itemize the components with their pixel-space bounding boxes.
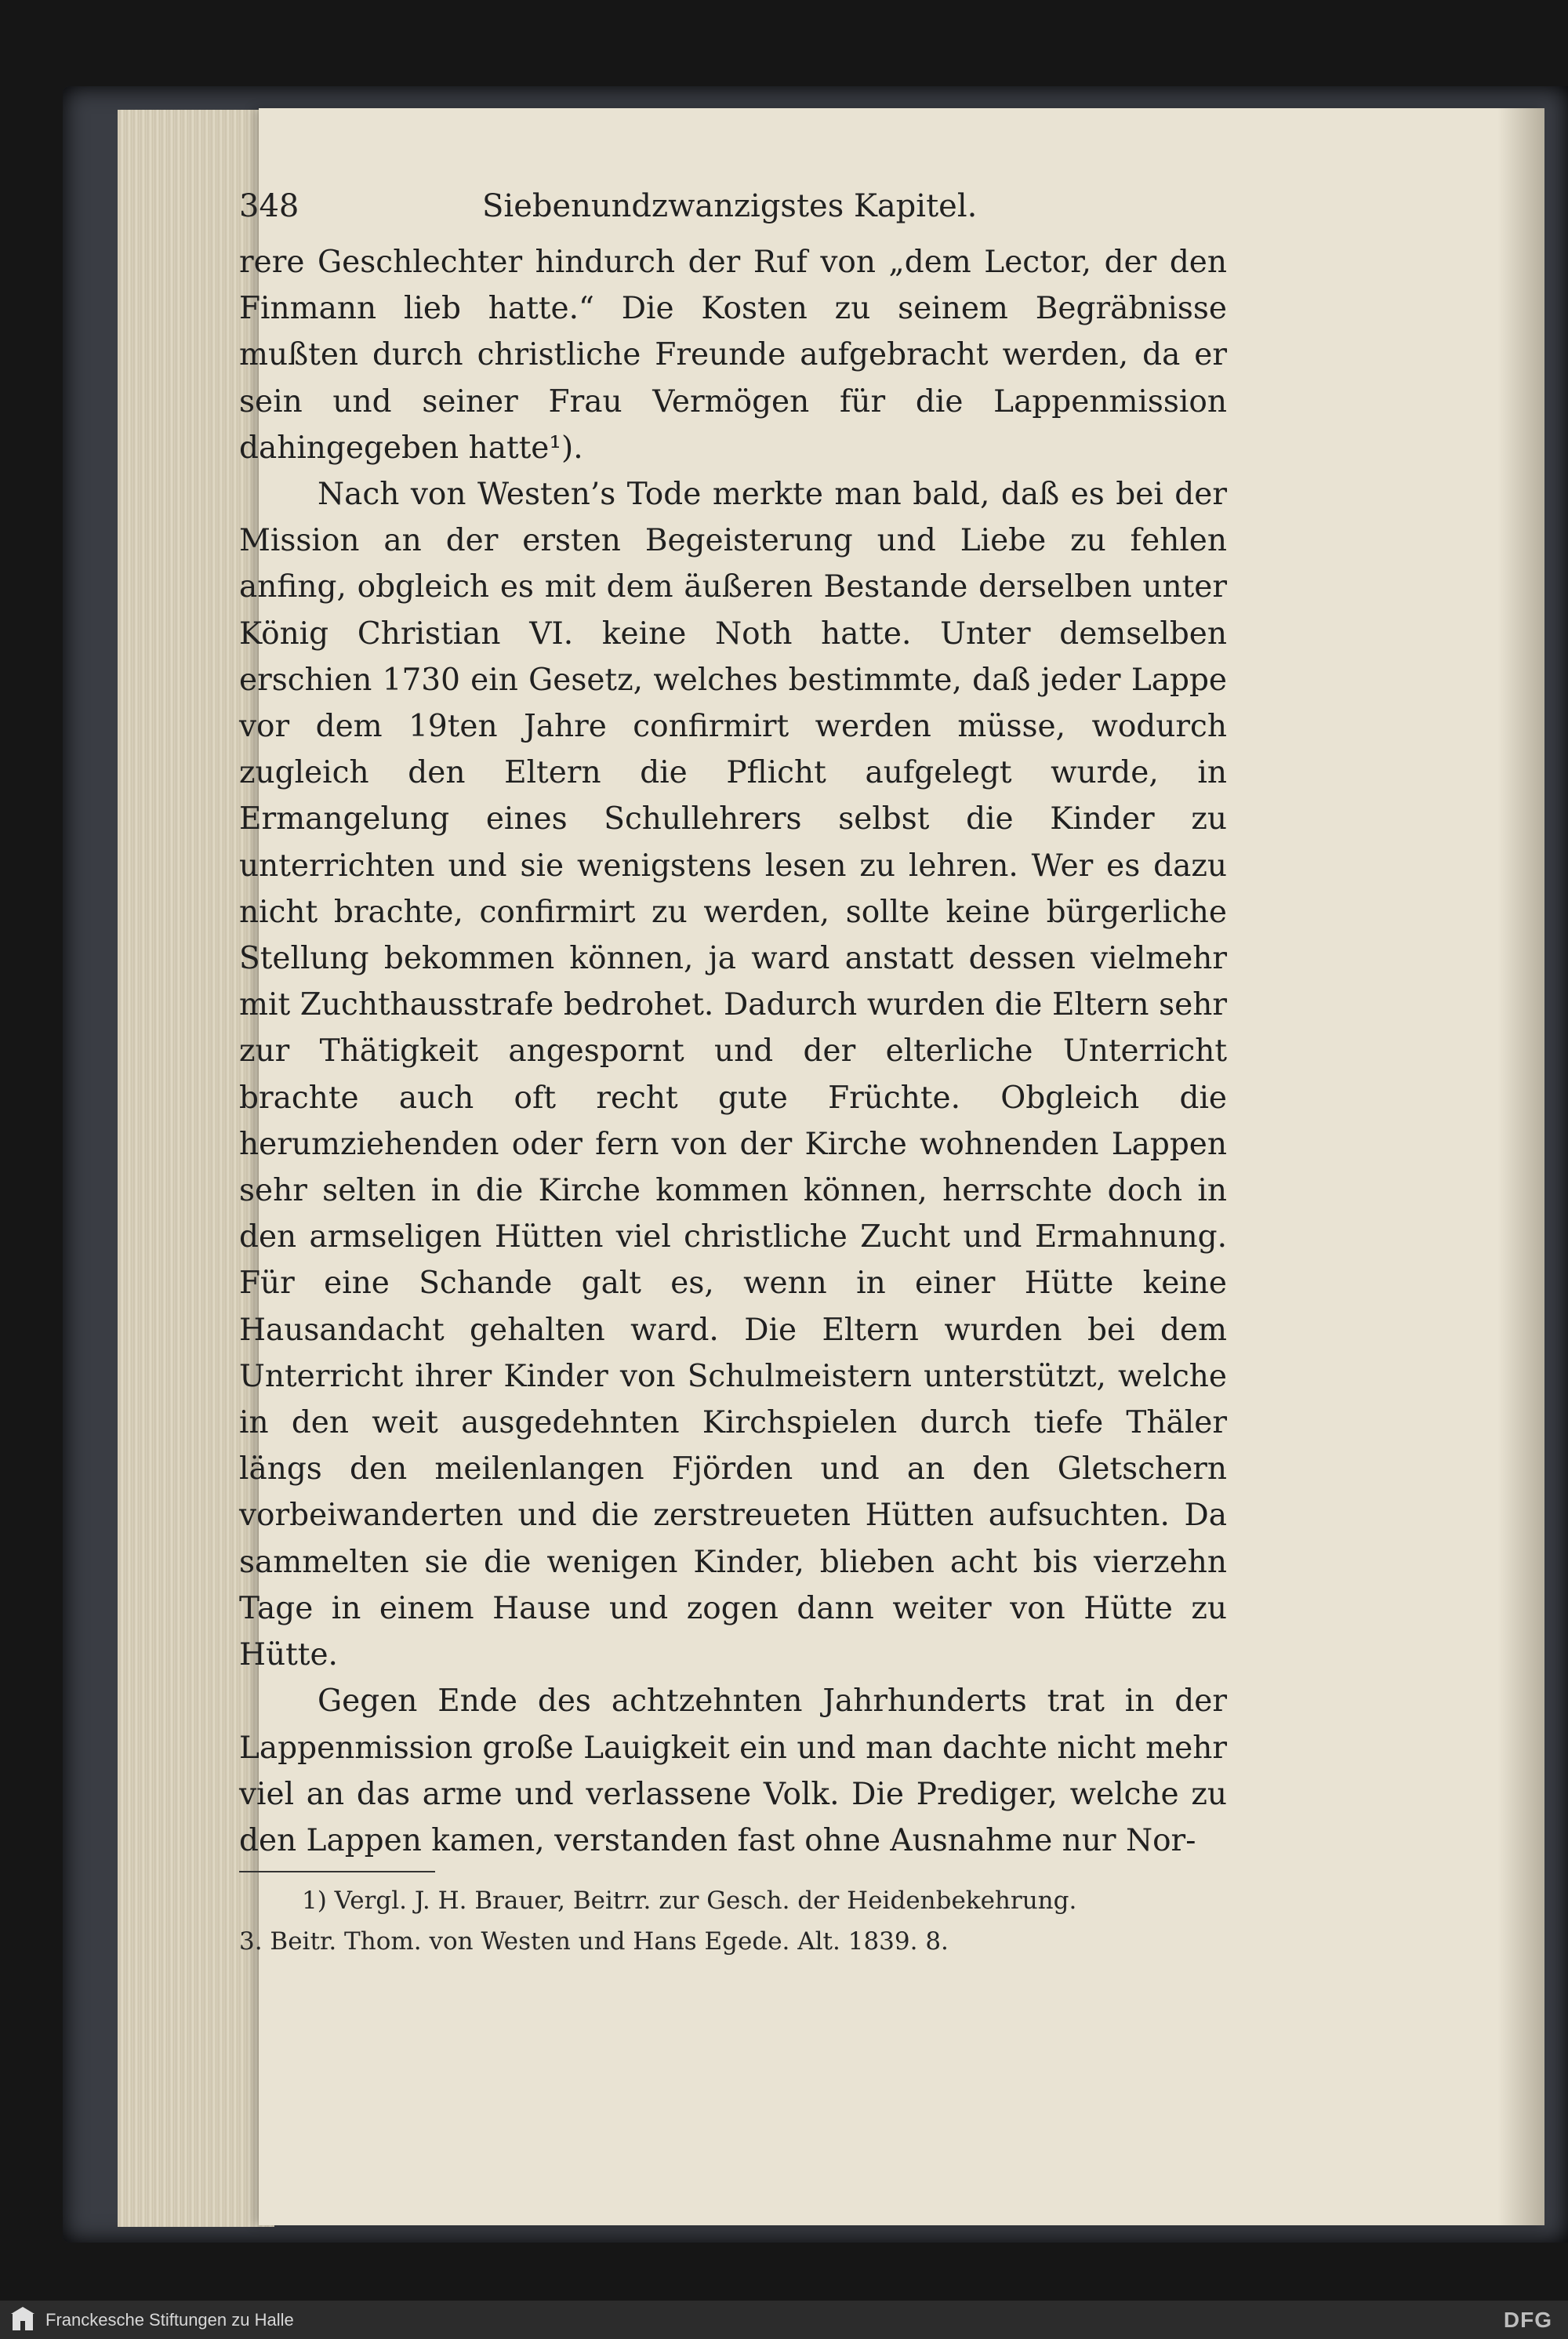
page-header — [239, 188, 1219, 235]
paragraph: rere Geschlechter hindurch der Ruf von „dem Lector, der den Finmann lieb hatte.“ Die Kosten zu seinem Begräbnisse mußten durch christliche Freunde aufgebracht werden, da er sein und seiner Frau Vermögen für die Lappenmission dahingegeben hatte¹). — [239, 245, 1227, 466]
running-title: Siebenundzwanzigstes Kapitel. — [482, 188, 978, 224]
dfg-logo: DFG — [1503, 2308, 1552, 2332]
paragraph: Gegen Ende des achtzehnten Jahrhunderts trat in der Lappenmission große Lauigkeit ein und man dachte nicht mehr viel an das arme und verlassene Volk. Die Prediger, welche zu den Lappen kamen, verstanden fast ohne Ausnahme nur Nor- — [239, 1683, 1227, 1858]
institution-logo-icon — [11, 2307, 34, 2334]
page-number: 348 — [239, 188, 299, 224]
footnote-line: 3. Beitr. Thom. von Westen und Hans Egede. Alt. 1839. 8. — [239, 1927, 949, 1956]
footnote-divider — [239, 1871, 435, 1872]
paragraph: Nach von Westen’s Tode merkte man bald, daß es bei der Mission an der ersten Begeisterung und Liebe zu fehlen anfing, obgleich es mit dem äußeren Bestande derselben unter König Christian VI. keine Noth hatte. Unter demselben erschien 1730 ein Gesetz, welches bestimmte, daß jeder Lappe vor dem 19ten Jahre confirmirt werden müsse, wodurch zugleich den Eltern die Pflicht aufgelegt wurde, in Ermangelung eines Schullehrers selbst die Kinder zu unterrichten und sie wenigstens lesen zu lehren. Wer es dazu nicht brachte, confirmirt zu werden, sollte keine bürgerliche Stellung bekommen können, ja ward anstatt dessen vielmehr mit Zuchthausstrafe bedrohet. Dadurch wurden die Eltern sehr zur Thätigkeit angespornt und der elterliche Unterricht brachte auch oft recht gute Früchte. Obgleich die herumziehenden oder fern von der Kirche wohnenden Lappen sehr selten in die Kirche kommen können, herrschte doch in den armseligen Hütten viel christliche Zucht und Ermahnung. Für eine Schande galt es, wenn in einer Hütte keine Hausandacht gehalten ward. Die Eltern wurden bei dem Unterricht ihrer Kinder von Schulmeistern unterstützt, welche in den weit ausgedehnten Kirchspielen durch tiefe Thäler längs den meilenlangen Fjörden und an den Gletschern vorbeiwanderten und die zerstreueten Hütten aufsuchten. Da sammelten sie die wenigen Kinder, blieben acht bis vierzehn Tage in einem Hause und zogen dann weiter von Hütte zu Hütte. — [239, 477, 1227, 1673]
viewer-footer-bar — [0, 2301, 1568, 2339]
institution-name[interactable]: Franckesche Stiftungen zu Halle — [45, 2310, 294, 2330]
body-text — [239, 239, 1227, 1864]
page-gutter — [1497, 108, 1544, 2225]
footnotes — [239, 1880, 1227, 1962]
footnote-line: 1) Vergl. J. H. Brauer, Beitrr. zur Gesch. der Heidenbekehrung. — [302, 1887, 1077, 1915]
